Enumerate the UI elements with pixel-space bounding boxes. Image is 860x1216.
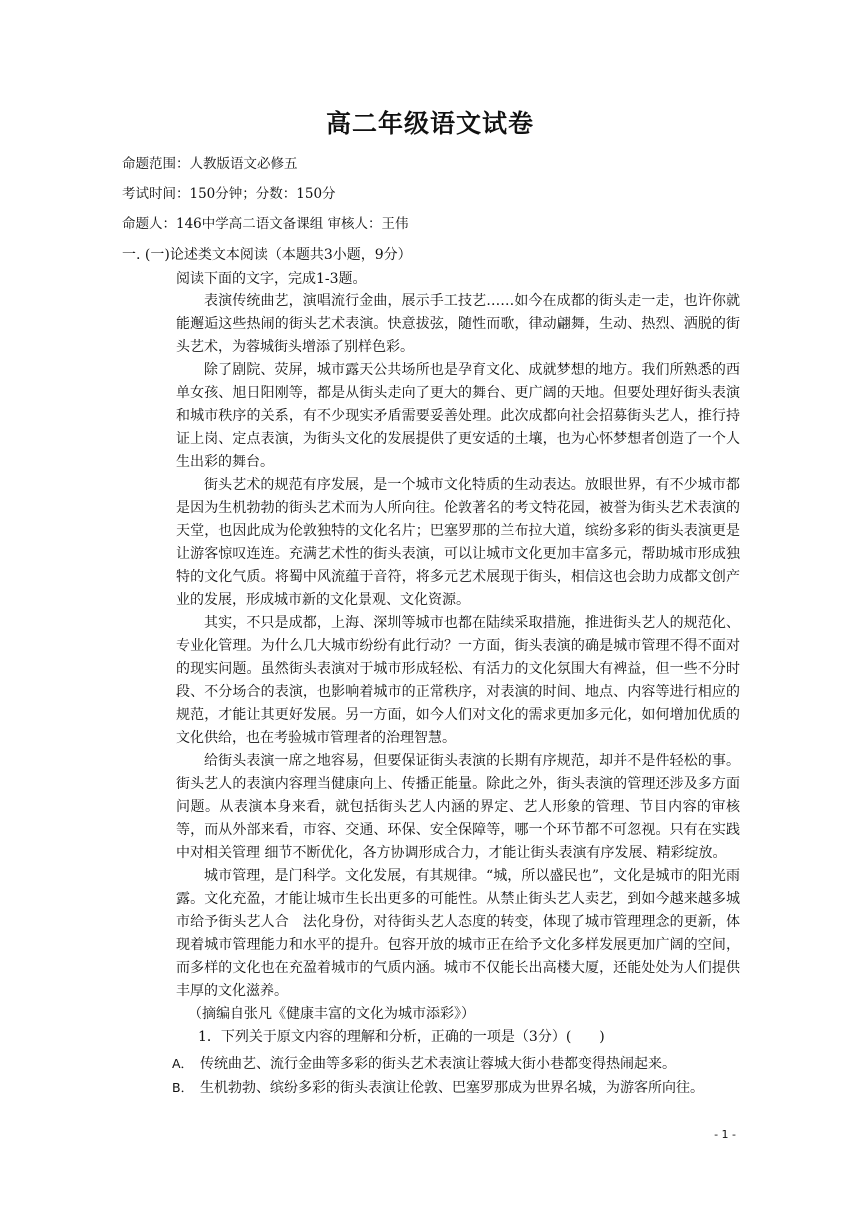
option-a [172, 1053, 752, 1075]
exam-scope: 命题范围：人教版语文必修五 [122, 156, 298, 172]
option-b-letter: B． [172, 1080, 194, 1095]
page-number: - 1 - [714, 1128, 736, 1141]
passage-source: （摘编自张凡《健康丰富的文化为城市添彩》） [188, 1006, 475, 1022]
page-title: 高二年级语文试卷 [325, 109, 534, 138]
exam-authors: 命题人：146中学高二语文备课组 审核人：王伟 [122, 216, 409, 232]
option-b [172, 1077, 752, 1099]
option-b-text: 生机勃勃、缤纷多彩的街头表演让伦敦、巴塞罗那成为世界名城，为游客所向往。 [200, 1080, 704, 1096]
reading-passage [176, 290, 740, 1049]
passage-paragraph-6: 城市管理，是门科学。文化发展，有其规律。“城，所以盛民也”，文化是城市的阳光雨露。文化充盈，才能让城市生长出更多的可能性。从禁止街头艺人卖艺，到如今越来越多城市给予街头艺人合 法化身份，对待街头艺人态度的转变，体现了城市管理理念的更新，体现着城市管理能力和水平的提升。包容开放的城市正在给予文化多样发展更加广阔的空间，而多样的文化也在充盈着城市的气质内涵。城市不仅能长出高楼大厦，还能处处为人们提供丰厚的文化滋养。 [176, 868, 740, 999]
passage-paragraph-1: 表演传统曲艺，演唱流行金曲，展示手工技艺……如今在成都的街头走一走，也许你就能邂逅这些热闹的街头艺术表演。快意拔弦，随性而歌，律动翩舞，生动、热烈、洒脱的街头艺术，为蓉城街头增添了别样色彩。 [176, 293, 740, 355]
exam-time: 考试时间：150分钟；分数：150分 [122, 186, 336, 202]
passage-paragraph-4: 其实，不只是成都，上海、深圳等城市也都在陆续采取措施，推进街头艺人的规范化、专业化管理。为什么几大城市纷纷有此行动？一方面，街头表演的确是城市管理不得不面对的现实问题。虽然街头表演对于城市形成轻松、有活力的文化氛围大有裨益，但一些不分时段、不分场合的表演，也影响着城市的正常秩序，对表演的时间、地点、内容等进行相应的规范，才能让其更好发展。另一方面，如今人们对文化的需求更加多元化，如何增加优质的文化供给，也在考验城市管理者的治理智慧。 [176, 615, 740, 746]
question-1: 1．下列关于原文内容的理解和分析，正确的一项是（3分）( ) [198, 1029, 605, 1045]
section-header: 一. (一)论述类文本阅读（本题共3小题，9分） [122, 247, 412, 263]
passage-paragraph-5: 给街头表演一席之地容易，但要保证街头表演的长期有序规范，却并不是件轻松的事。街头艺人的表演内容理当健康向上、传播正能量。除此之外，街头表演的管理还涉及多方面问题。从表演本身来看，就包括街头艺人内涵的界定、艺人形象的管理、节目内容的审核等，而从外部来看，市容、交通、环保、安全保障等，哪一个环节都不可忽视。只有在实践中对相关管理 细节不断优化，各方协调形成合力，才能让街头表演有序发展、精彩绽放。 [176, 753, 740, 861]
reading-instruction: 阅读下面的文字，完成1-3题。 [176, 271, 367, 287]
passage-paragraph-2: 除了剧院、荧屏，城市露天公共场所也是孕育文化、成就梦想的地方。我们所熟悉的西单女孩、旭日阳刚等，都是从街头走向了更大的舞台、更广阔的天地。但要处理好街头表演和城市秩序的关系，有不少现实矛盾需要妥善处理。此次成都向社会招募街头艺人，推行持证上岗、定点表演，为街头文化的发展提供了更安适的土壤，也为心怀梦想者创造了一个人生出彩的舞台。 [176, 362, 740, 470]
passage-paragraph-3: 街头艺术的规范有序发展，是一个城市文化特质的生动表达。放眼世界，有不少城市都是因为生机勃勃的街头艺术而为人所向往。伦敦著名的考文特花园，被誉为街头艺术表演的天堂，也因此成为伦敦独特的文化名片；巴塞罗那的兰布拉大道，缤纷多彩的街头表演更是让游客惊叹连连。充满艺术性的街头表演，可以让城市文化更加丰富多元，帮助城市形成独特的文化气质。将蜀中风流蕴于音符，将多元艺术展现于街头，相信这也会助力成都文创产业的发展，形成城市新的文化景观、文化资源。 [176, 477, 740, 608]
option-a-letter: A． [172, 1056, 194, 1071]
option-a-text: 传统曲艺、流行金曲等多彩的街头艺术表演让蓉城大街小巷都变得热闹起来。 [200, 1056, 676, 1072]
